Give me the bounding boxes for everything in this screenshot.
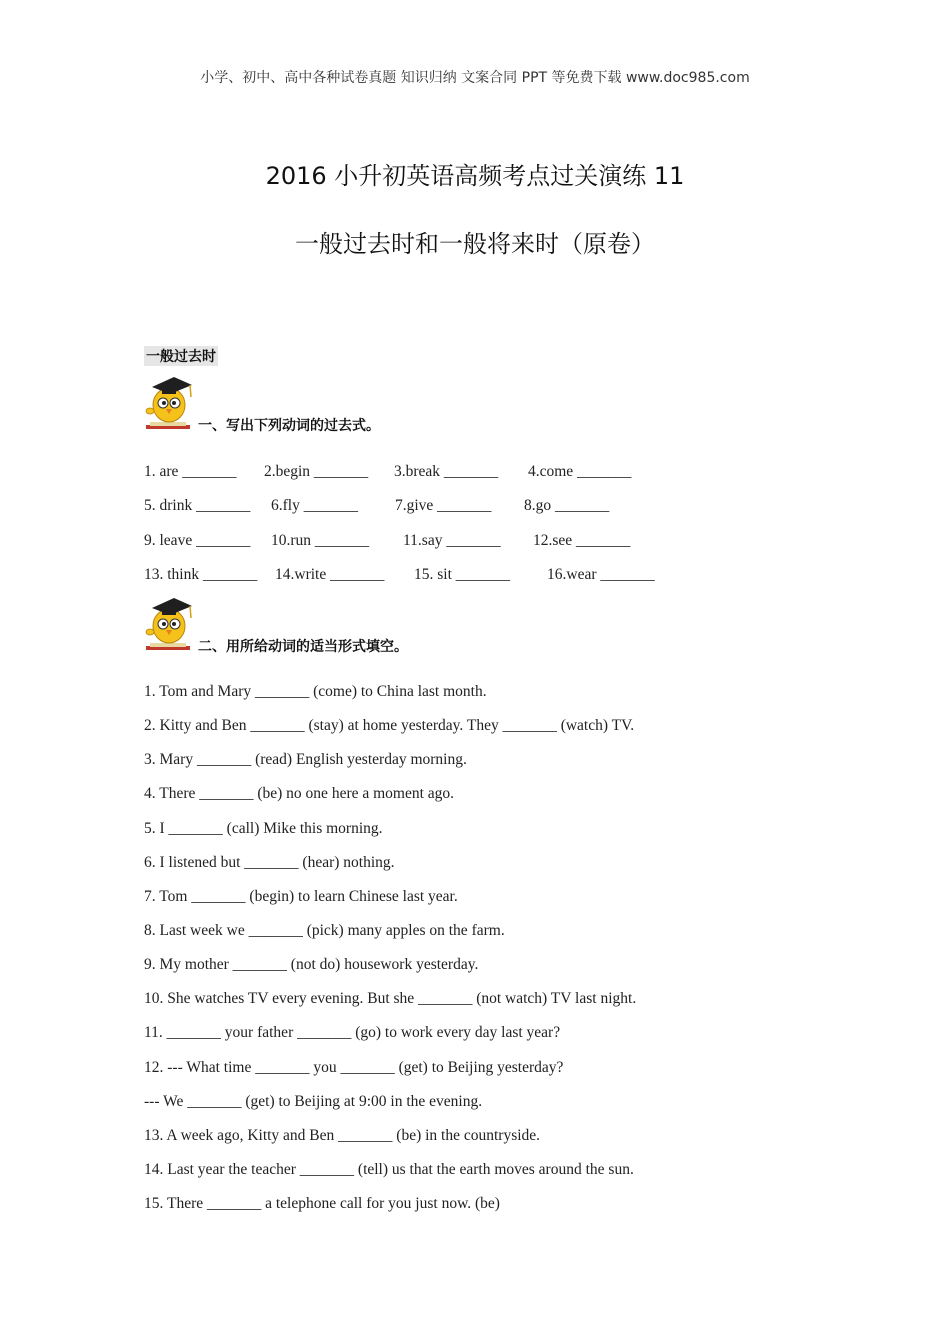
list-item: 9. My mother _______ (not do) housework yesterday. (144, 956, 479, 973)
page-header: 小学、初中、高中各种试卷真题 知识归纳 文案合同 PPT 等免费下载 www.doc985.com (200, 70, 750, 86)
verb-item: 6.fly _______ (271, 497, 358, 514)
verb-item: 10.run _______ (271, 532, 370, 549)
verb-item: 2.begin _______ (264, 463, 369, 480)
list-item: 3. Mary _______ (read) English yesterday morning. (144, 751, 467, 768)
list-item: 5. I _______ (call) Mike this morning. (144, 820, 383, 837)
page-title: 2016 小升初英语高频考点过关演练 11 (265, 162, 685, 190)
verb-item: 11.say _______ (403, 532, 501, 549)
verb-item: 3.break _______ (394, 463, 499, 480)
verb-item: 12.see _______ (533, 532, 631, 549)
verb-item: 9. leave _______ (144, 532, 251, 549)
list-item: 14. Last year the teacher _______ (tell) us that the earth moves around the sun. (144, 1161, 634, 1178)
list-item: 13. A week ago, Kitty and Ben _______ (be) in the countryside. (144, 1127, 541, 1144)
list-item: 8. Last week we _______ (pick) many apples on the farm. (144, 922, 505, 939)
part2-heading: 二、用所给动词的适当形式填空。 (198, 639, 408, 655)
list-item: 15. There _______ a telephone call for you just now. (be) (144, 1195, 500, 1212)
list-item: 1. Tom and Mary _______ (come) to China last month. (144, 683, 487, 700)
verb-item: 16.wear _______ (547, 566, 655, 583)
verb-item: 7.give _______ (395, 497, 492, 514)
list-item: 11. _______ your father _______ (go) to work every day last year? (144, 1024, 561, 1041)
page-subtitle: 一般过去时和一般将来时（原卷） (295, 230, 655, 258)
verb-item: 4.come _______ (528, 463, 632, 480)
verb-item: 1. are _______ (144, 463, 237, 480)
verb-item: 8.go _______ (524, 497, 610, 514)
list-item: 2. Kitty and Ben _______ (stay) at home yesterday. They _______ (watch) TV. (144, 717, 635, 734)
verb-item: 14.write _______ (275, 566, 385, 583)
verb-item: 15. sit _______ (414, 566, 511, 583)
graduate-chick-icon (144, 375, 194, 431)
verb-item: 13. think _______ (144, 566, 258, 583)
list-item: 10. She watches TV every evening. But she _______ (not watch) TV last night. (144, 990, 637, 1007)
list-item: 4. There _______ (be) no one here a moment ago. (144, 785, 455, 802)
list-item: 12. --- What time _______ you _______ (get) to Beijing yesterday? (144, 1059, 564, 1076)
list-item: --- We _______ (get) to Beijing at 9:00 in the evening. (144, 1093, 483, 1110)
part1-heading: 一、写出下列动词的过去式。 (198, 418, 380, 434)
list-item: 7. Tom _______ (begin) to learn Chinese last year. (144, 888, 458, 905)
verb-item: 5. drink _______ (144, 497, 251, 514)
graduate-chick-icon (144, 596, 194, 652)
section-label: 一般过去时 (144, 346, 218, 366)
list-item: 6. I listened but _______ (hear) nothing. (144, 854, 395, 871)
